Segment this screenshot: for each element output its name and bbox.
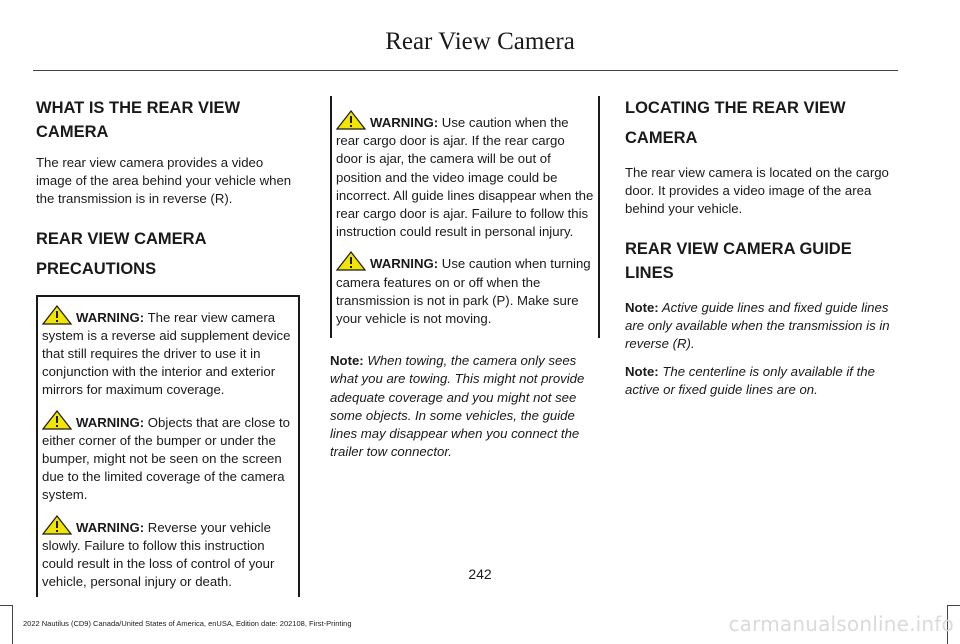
warning-text: Use caution when the rear cargo door is ajar. If the rear cargo door is ajar, the camera will be out of position and the video image could be incorrect. All guide lines disappear when the rear cargo door is ajar. Failure to follow this instruction could result in personal injury. [336, 115, 594, 240]
warning-triangle-icon [42, 305, 72, 325]
warning-text: Reverse your vehicle slowly. Failure to follow this instruction could result in the loss of control of your vehicle, personal injury or death. [42, 519, 275, 590]
warning-item [42, 305, 294, 400]
warning-item [336, 251, 594, 328]
warning-triangle-icon [42, 515, 72, 535]
section-heading-locating-line2: CAMERA [625, 129, 698, 147]
note-text: When towing, the camera only sees what you are towing. This might not provide adequate coverage and you might not see some objects. In some vehicles, the guide lines may disappear when you connect the trailer tow connector. [330, 353, 585, 460]
warning-triangle-icon [42, 410, 72, 430]
centerline-note [625, 363, 897, 399]
guide-lines-note [625, 299, 897, 354]
note-text: The centerline is only available if the active or fixed guide lines are on. [625, 364, 875, 398]
column-1 [36, 96, 300, 597]
section-heading-precautions-line2: PRECAUTIONS [36, 259, 157, 278]
warning-box [330, 96, 600, 338]
section-heading-what-is: WHAT IS THE REAR VIEW CAMERA [36, 99, 241, 141]
warning-box [36, 295, 300, 598]
note-label: Note: [625, 299, 659, 315]
column-3 [625, 96, 897, 400]
warning-item [336, 110, 594, 241]
warning-label: WARNING: [370, 256, 439, 272]
header-divider [33, 70, 898, 71]
warning-text: The rear view camera system is a reverse aid supplement device that still requires the driver to use it in conjunction with the interior and exterior mirrors for maximum coverage. [42, 309, 291, 398]
towing-note [330, 352, 600, 461]
warning-triangle-icon [336, 251, 366, 271]
page-title: Rear View Camera [385, 28, 575, 55]
note-label: Note: [625, 364, 659, 380]
watermark: carmanualsonline.info [728, 612, 954, 636]
warning-triangle-icon [336, 110, 366, 130]
section-heading-locating-line1: LOCATING THE REAR VIEW [625, 99, 846, 117]
warning-label: WARNING: [370, 115, 439, 130]
section-heading-guide-lines: REAR VIEW CAMERA GUIDE LINES [625, 239, 852, 282]
warning-text: Use caution when turning camera features on or off when the transmission is not in park (P). Make sure your vehicle is not moving. [336, 256, 591, 327]
note-text: Active guide lines and fixed guide lines are only available when the transmission is in reverse (R). [625, 299, 890, 352]
footer-edition-text: 2022 Nautilus (CD9) Canada/United States of America, enUSA, Edition date: 202108, First-Printing [23, 619, 352, 628]
page-number: 242 [468, 566, 492, 582]
warning-label: WARNING: [76, 414, 145, 430]
warning-label: WARNING: [76, 309, 145, 325]
crop-mark-left [0, 605, 13, 644]
warning-text: Objects that are close to either corner of the bumper or under the bumper, might not be seen on the screen due to the limited coverage of the camera system. [42, 414, 291, 503]
intro-paragraph: The rear view camera provides a video image of the area behind your vehicle when the transmission is in reverse (R). [36, 155, 292, 207]
locating-paragraph: The rear view camera is located on the cargo door. It provides a video image of the area behind your vehicle. [625, 165, 889, 217]
warning-item [42, 410, 294, 505]
note-label: Note: [330, 353, 364, 369]
section-heading-precautions-line1: REAR VIEW CAMERA [36, 229, 207, 248]
warning-label: WARNING: [76, 519, 145, 535]
column-2 [330, 96, 600, 461]
